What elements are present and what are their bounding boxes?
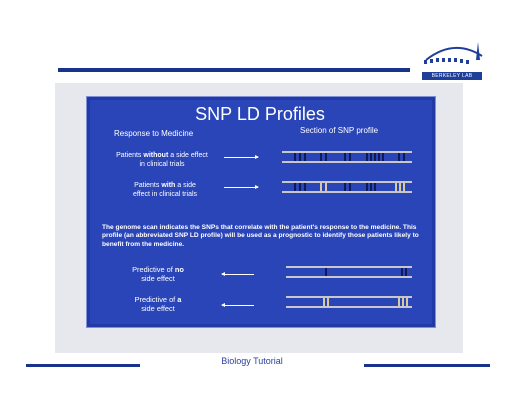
row-with-arrow — [224, 187, 258, 188]
predictive-no-label — [118, 265, 198, 283]
footer-rule-left — [26, 364, 140, 367]
snp-strip-with — [282, 181, 412, 193]
row-with-emph: with — [161, 182, 176, 189]
footer-rule-right — [364, 364, 490, 367]
row-without-label — [100, 151, 224, 169]
row-without-emph: without — [143, 152, 169, 159]
row-without-arrow — [224, 157, 258, 158]
predictive-a-emph: a — [177, 295, 182, 304]
row-without-text-c: a side effect — [168, 152, 208, 159]
row-with-text-c: a side — [175, 182, 196, 189]
predictive-no-text-a: Predictive of — [132, 265, 175, 274]
predictive-no-text-c: side effect — [141, 274, 175, 283]
predictive-a-label — [120, 295, 196, 313]
header-rule — [58, 68, 410, 72]
explanation-paragraph: The genome scan indicates the SNPs that correlate with the patient's response to the medicine. This profile (an abbreviated SNP LD profile) will be used as a prognostic to identify those patients likely to benefit from the medicine. — [102, 224, 419, 248]
snp-strip-predictive-a — [286, 296, 412, 308]
predictive-a-text-a: Predictive of — [134, 295, 178, 304]
footer-title: Biology Tutorial — [221, 356, 283, 366]
predictive-no-emph: no — [174, 265, 184, 274]
snp-strip-predictive-no — [286, 266, 412, 278]
predictive-a-text-c: side effect — [141, 304, 175, 313]
slide-title: SNP LD Profiles — [195, 104, 325, 124]
row-with-text-d: effect in clinical trials — [132, 191, 198, 198]
row-without-text-a: Patients — [116, 152, 144, 159]
row-with-label — [112, 181, 218, 199]
left-column-header: Response to Medicine — [114, 129, 194, 138]
snp-strip-without — [282, 151, 412, 163]
row-without-text-d: in clinical trials — [139, 161, 185, 168]
logo-wordmark: BERKELEY LAB — [422, 72, 482, 80]
predictive-a-arrow — [222, 305, 254, 306]
right-column-header: Section of SNP profile — [300, 126, 379, 135]
row-with-text-a: Patients — [134, 182, 162, 189]
predictive-no-arrow — [222, 274, 254, 275]
